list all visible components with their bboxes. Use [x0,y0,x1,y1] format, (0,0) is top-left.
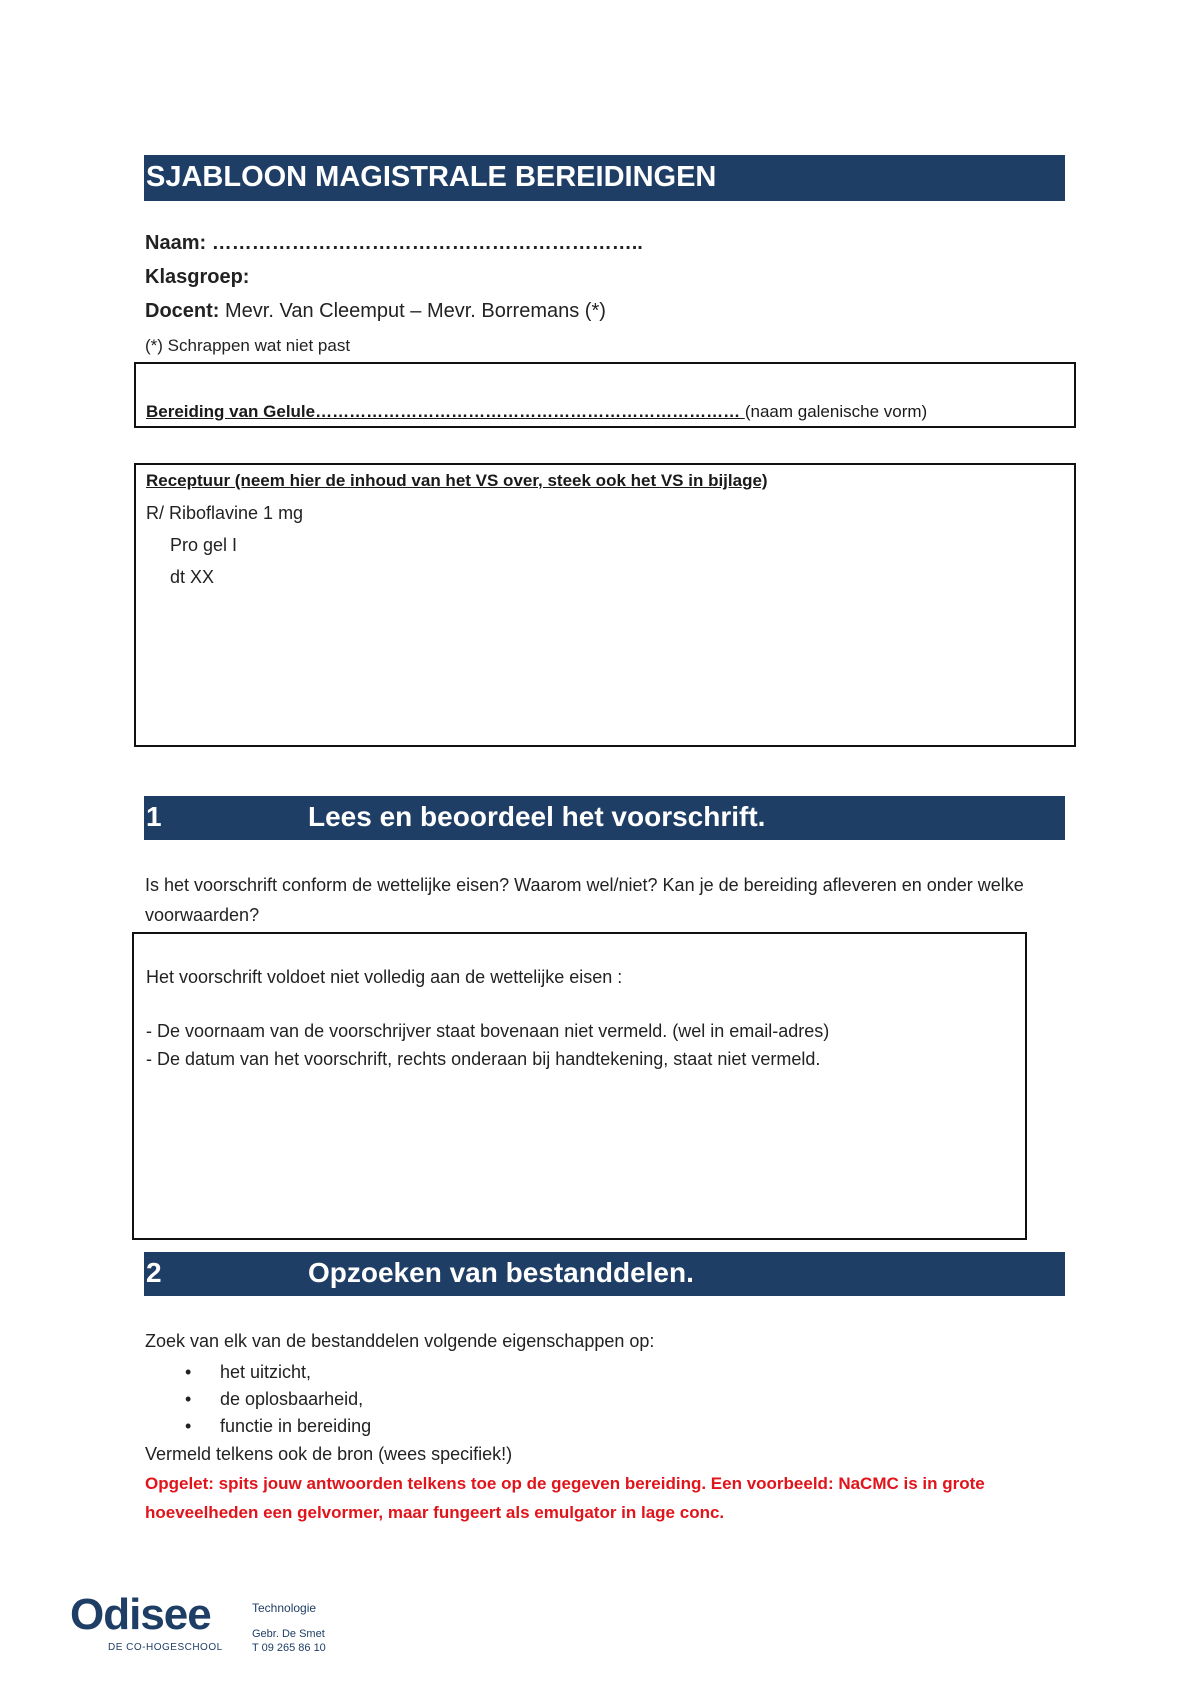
property-list [145,1359,371,1440]
receptuur-line: dt XX [170,567,215,587]
section-title: Opzoeken van bestanddelen. [308,1257,694,1288]
bereiding-box [134,362,1076,428]
answer-item: - De voornaam van de voorschrijver staat bovenaan niet vermeld. (wel in email-adres) [146,1021,830,1041]
answer-item: - De datum van het voorschrift, rechts onderaan bij handtekening, staat niet vermeld. [146,1049,821,1069]
section-2-header [144,1252,1065,1296]
warning-text: Opgelet: spits jouw antwoorden telkens toe op de gegeven bereiding. Een voorbeeld: NaCMC is in grote hoeveelheden een gelvormer, maar fungeert als emulgator in lage conc. [145,1474,985,1522]
list-item: • het uitzicht, [145,1359,371,1386]
section-1-question: Is het voorschrift conform de wettelijke eisen? Waarom wel/niet? Kan je de bereiding afleveren en onder welke voorwaarden? [145,875,1024,925]
section-number: 2 [146,1257,162,1288]
bullet-icon: • [185,1389,192,1409]
docent-label: Docent: [145,300,220,322]
answer-intro: Het voorschrift voldoet niet volledig aan de wettelijke eisen : [146,967,623,987]
logo-subtitle: DE CO-HOGESCHOOL [108,1642,223,1653]
bereiding-label: Bereiding van Gelule………………………………………………………………… [146,402,745,421]
bereiding-line [146,402,927,422]
section-2-intro: Zoek van elk van de bestanddelen volgende eigenschappen op: [145,1331,655,1351]
schrappen-note: (*) Schrappen wat niet past [145,336,351,355]
naam-value: ……………………………………………………….. [211,232,643,254]
document-title: SJABLOON MAGISTRALE BEREIDINGEN [144,155,1065,201]
docent-value: Mevr. Van Cleemput – Mevr. Borremans (*) [225,300,606,322]
receptuur-box [134,463,1076,747]
odisee-logo: Odisee [70,1590,211,1639]
list-item: • functie in bereiding [145,1413,371,1440]
naam-field [145,232,643,255]
klasgroep-label: Klasgroep: [145,266,250,288]
receptuur-line: Pro gel I [170,535,238,555]
answer-box [132,932,1027,1240]
list-item: • de oplosbaarheid, [145,1386,371,1413]
docent-field [145,300,606,323]
receptuur-heading: Receptuur (neem hier de inhoud van het VS over, steek ook het VS in bijlage) [146,471,768,490]
section-title: Lees en beoordeel het voorschrift. [308,801,766,832]
bereiding-suffix: (naam galenische vorm) [744,402,928,421]
receptuur-line: R/ Riboflavine 1 mg [146,503,304,523]
footer-phone: T 09 265 86 10 [252,1642,326,1654]
section-1-header [144,796,1065,840]
footer-department: Technologie [252,1601,317,1615]
footer-address: Gebr. De Smet [252,1628,325,1640]
section-number: 1 [146,801,162,832]
naam-label: Naam: [145,232,207,254]
bullet-icon: • [185,1362,192,1382]
source-note: Vermeld telkens ook de bron (wees specifiek!) [145,1444,513,1464]
bullet-icon: • [185,1416,192,1436]
